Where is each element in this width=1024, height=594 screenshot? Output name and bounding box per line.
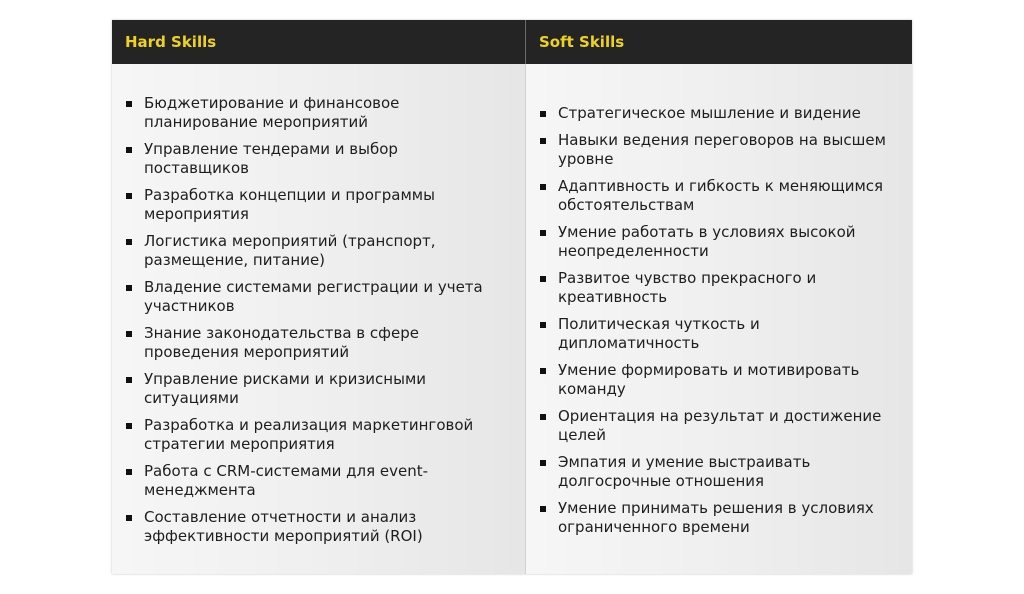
list-item xyxy=(539,131,899,169)
square-bullet-icon xyxy=(540,138,546,144)
square-bullet-icon xyxy=(540,506,546,512)
hard-skills-list xyxy=(125,94,505,554)
list-item-text: Ориентация на результат и достижение целей xyxy=(558,407,882,444)
list-item-text: Работа с CRM-системами для event-менеджмента xyxy=(144,462,429,499)
list-item xyxy=(125,232,505,270)
list-item xyxy=(125,140,505,178)
square-bullet-icon xyxy=(126,239,132,245)
square-bullet-icon xyxy=(540,184,546,190)
list-item-text: Бюджетирование и финансовое планирование мероприятий xyxy=(144,94,400,131)
square-bullet-icon xyxy=(126,101,132,107)
square-bullet-icon xyxy=(540,230,546,236)
list-item xyxy=(125,94,505,132)
square-bullet-icon xyxy=(126,377,132,383)
square-bullet-icon xyxy=(540,111,546,117)
hard-skills-column xyxy=(112,64,526,574)
list-item xyxy=(125,508,505,546)
square-bullet-icon xyxy=(540,322,546,328)
list-item-text: Разработка и реализация маркетинговой стратегии мероприятия xyxy=(144,416,474,453)
list-item xyxy=(539,104,899,123)
list-item-text: Владение системами регистрации и учета участников xyxy=(144,278,483,315)
list-item-text: Развитое чувство прекрасного и креативность xyxy=(558,269,817,306)
square-bullet-icon xyxy=(126,147,132,153)
list-item-text: Разработка концепции и программы мероприятия xyxy=(144,186,435,223)
hard-skills-header xyxy=(112,20,526,64)
skills-table xyxy=(112,20,912,574)
list-item-text: Управление рисками и кризисными ситуациями xyxy=(144,370,427,407)
list-item-text: Составление отчетности и анализ эффективности мероприятий (ROI) xyxy=(144,508,423,545)
square-bullet-icon xyxy=(126,469,132,475)
list-item xyxy=(539,177,899,215)
square-bullet-icon xyxy=(126,331,132,337)
square-bullet-icon xyxy=(540,368,546,374)
list-item-text: Управление тендерами и выбор поставщиков xyxy=(144,140,398,177)
list-item xyxy=(539,269,899,307)
list-item xyxy=(539,315,899,353)
list-item xyxy=(539,361,899,399)
square-bullet-icon xyxy=(540,460,546,466)
square-bullet-icon xyxy=(126,285,132,291)
list-item-text: Политическая чуткость и дипломатичность xyxy=(558,315,760,352)
square-bullet-icon xyxy=(126,423,132,429)
soft-skills-header xyxy=(526,20,912,64)
square-bullet-icon xyxy=(126,193,132,199)
list-item xyxy=(125,370,505,408)
square-bullet-icon xyxy=(126,515,132,521)
list-item-text: Эмпатия и умение выстраивать долгосрочные отношения xyxy=(558,453,811,490)
list-item xyxy=(125,324,505,362)
list-item xyxy=(125,462,505,500)
list-item-text: Умение формировать и мотивировать команду xyxy=(558,361,860,398)
list-item xyxy=(539,407,899,445)
list-item-text: Умение принимать решения в условиях ограниченного времени xyxy=(558,499,874,536)
soft-skills-title: Soft Skills xyxy=(539,33,625,51)
list-item xyxy=(125,416,505,454)
list-item-text: Умение работать в условиях высокой неопределенности xyxy=(558,223,856,260)
soft-skills-list xyxy=(539,104,899,545)
list-item xyxy=(539,499,899,537)
list-item-text: Адаптивность и гибкость к меняющимся обстоятельствам xyxy=(558,177,884,214)
square-bullet-icon xyxy=(540,414,546,420)
list-item-text: Навыки ведения переговоров на высшем уровне xyxy=(558,131,886,168)
list-item xyxy=(539,223,899,261)
list-item-text: Стратегическое мышление и видение xyxy=(558,104,861,122)
list-item xyxy=(125,278,505,316)
list-item xyxy=(125,186,505,224)
hard-skills-title: Hard Skills xyxy=(125,33,217,51)
square-bullet-icon xyxy=(540,276,546,282)
list-item-text: Логистика мероприятий (транспорт, размещение, питание) xyxy=(144,232,436,269)
soft-skills-column xyxy=(526,64,912,574)
list-item-text: Знание законодательства в сфере проведения мероприятий xyxy=(144,324,419,361)
list-item xyxy=(539,453,899,491)
